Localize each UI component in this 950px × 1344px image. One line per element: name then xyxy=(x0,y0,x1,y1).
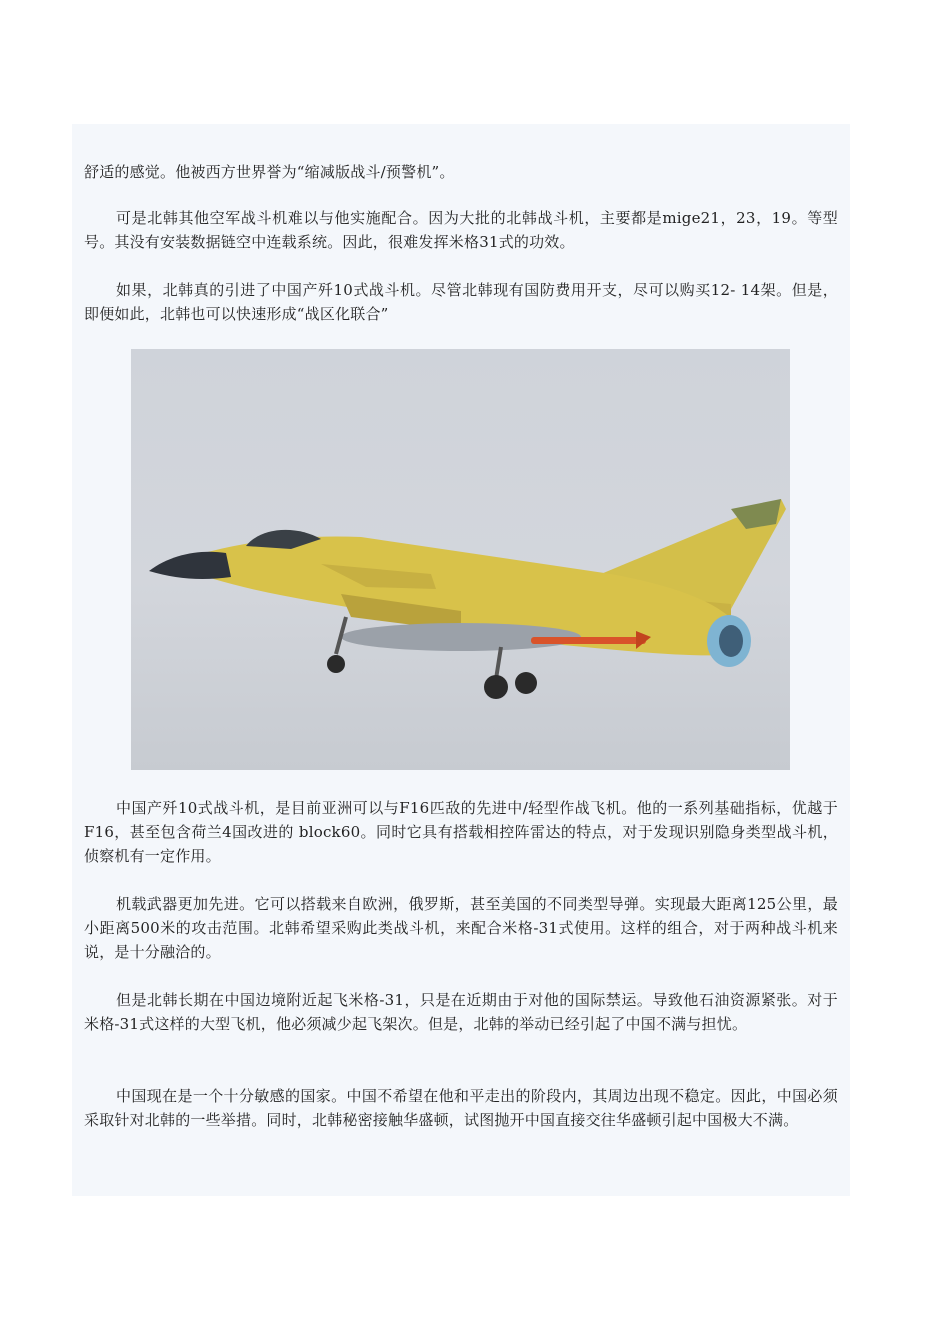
missile xyxy=(531,637,646,644)
paragraph-4: 中国产歼10式战斗机，是目前亚洲可以与F16匹敌的先进中/轻型作战飞机。他的一系列基础指标，优越于F16，甚至包含荷兰4国改进的 block60。同时它具有搭载相控阵雷达的特点，对于发现识别隐身类型战斗机，侦察机有一定作用。 xyxy=(84,799,838,865)
main-wheel-left xyxy=(484,675,508,699)
fighter-jet-image xyxy=(131,349,790,770)
paragraph-6: 但是北韩长期在中国边境附近起飞米格-31，只是在近期由于对他的国际禁运。导致他石油资源紧张。对于米格-31式这样的大型飞机，他必须减少起飞架次。但是，北韩的举动已经引起了中国不满与担忧。 xyxy=(84,991,838,1033)
paragraph-1: 舒适的感觉。他被西方世界誉为“缩减版战斗/预警机”。 xyxy=(84,163,455,181)
fighter-jet-illustration xyxy=(131,349,790,770)
nose-wheel xyxy=(327,655,345,673)
paragraph-2: 可是北韩其他空军战斗机难以与他实施配合。因为大批的北韩战斗机，主要都是mige21，23，19。等型号。其没有安装数据链空中连载系统。因此，很难发挥米格31式的功效。 xyxy=(84,209,838,251)
article-panel xyxy=(72,124,850,1196)
nose-cone xyxy=(149,552,231,579)
paragraph-3: 如果，北韩真的引进了中国产歼10式战斗机。尽管北韩现有国防费用开支，尽可以购买12- 14架。但是，即便如此，北韩也可以快速形成“战区化联合” xyxy=(84,281,838,323)
main-wheel-right xyxy=(515,672,537,694)
paragraph-7: 中国现在是一个十分敏感的国家。中国不希望在他和平走出的阶段内，其周边出现不稳定。因此，中国必须采取针对北韩的一些举措。同时，北韩秘密接触华盛顿，试图抛开中国直接交往华盛顿引起中国极大不满。 xyxy=(84,1087,838,1129)
paragraph-5: 机载武器更加先进。它可以搭载来自欧洲，俄罗斯，甚至美国的不同类型导弹。实现最大距离125公里，最小距离500米的攻击范围。北韩希望采购此类战斗机，来配合米格-31式使用。这样的组合，对于两种战斗机来说，是十分融洽的。 xyxy=(84,895,838,961)
